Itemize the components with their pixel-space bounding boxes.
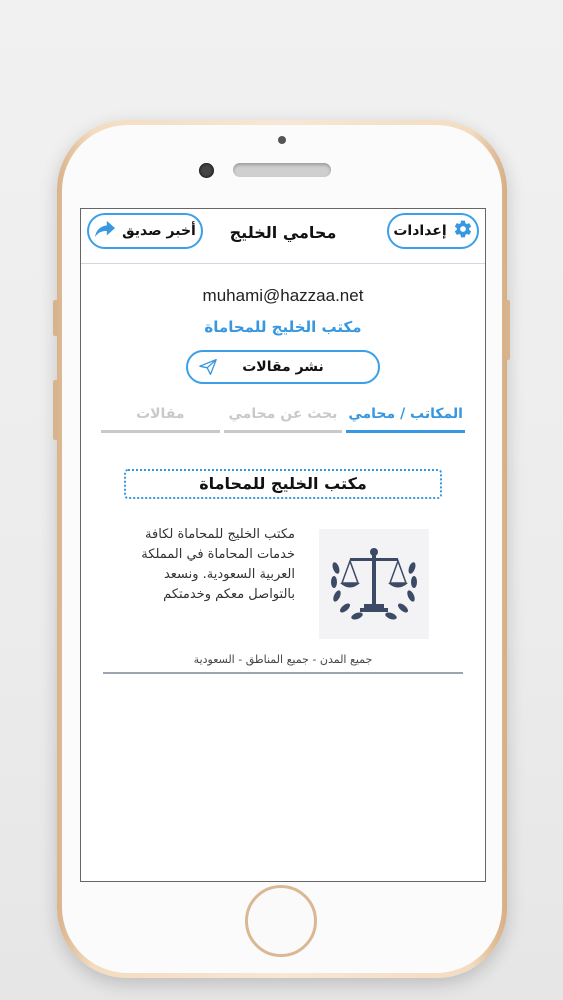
app-header [81,209,485,264]
share-arrow-icon [94,219,116,243]
share-button[interactable] [87,213,203,249]
office-location: جميع المدن - جميع المناطق - السعودية [193,653,373,666]
office-name-link[interactable]: مكتب الخليج للمحاماة [204,318,362,336]
user-email: muhami@hazzaa.net [202,286,364,305]
publish-articles-button[interactable] [186,350,380,384]
share-label: أخبر صديق [122,223,196,239]
scales-of-justice-icon [320,528,428,640]
tab-bar [101,406,465,433]
app-title: محامي الخليج [229,223,337,242]
app-screen [80,208,486,882]
publish-label: نشر مقالات [242,359,324,375]
tab-offices-lawyers[interactable]: المكاتب / محامي [346,406,465,433]
office-card[interactable] [81,525,485,645]
volume-down-button [53,380,58,440]
tab-articles[interactable]: مقالات [101,406,220,433]
tab-search-lawyer[interactable]: بحث عن محامي [224,406,343,433]
settings-label: إعدادات [393,223,447,239]
office-logo [319,529,429,639]
office-card-title[interactable]: مكتب الخليج للمحاماة [124,469,442,499]
card-divider [103,672,463,674]
office-description: مكتب الخليج للمحاماة لكافة خدمات المحاماة في المملكة العربية السعودية. ونسعد بالتواصل معكم وخدمتكم [141,527,295,602]
power-button [505,300,510,360]
volume-up-button [53,300,58,336]
paper-plane-icon [198,358,218,380]
proximity-sensor [278,136,286,144]
home-button[interactable] [245,885,317,957]
earpiece-speaker [233,163,331,177]
front-camera [199,163,214,178]
